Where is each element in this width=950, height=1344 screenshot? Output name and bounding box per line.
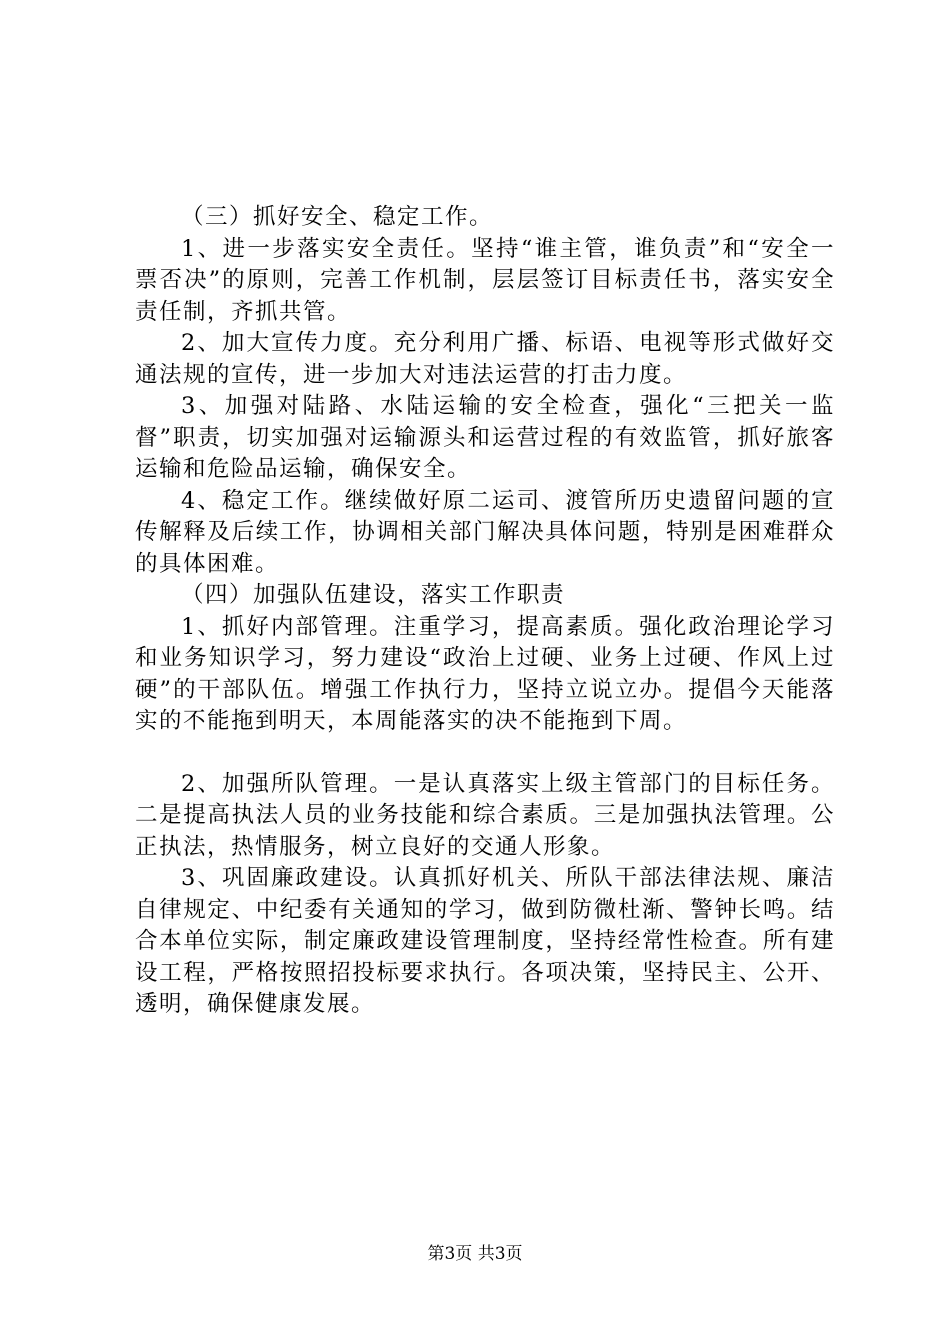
- section-heading-four: （四）加强队伍建设，落实工作职责: [181, 582, 566, 608]
- paragraph: 3、加强对陆路、水陆运输的安全检查，强化“三把关一监督”职责，切实加强对运输源头和运营过程的有效监管，抓好旅客运输和危险品运输，确保安全。: [135, 393, 835, 482]
- document-body: [135, 202, 835, 1021]
- section-heading-three: （三）抓好安全、稳定工作。: [181, 204, 494, 230]
- paragraph: 1、抓好内部管理。注重学习，提高素质。强化政治理论学习和业务知识学习，努力建设“政治上过硬、业务上过硬、作风上过硬”的干部队伍。增强工作执行力，坚持立说立办。提倡今天能落实的不能拖到明天，本周能落实的决不能拖到下周。: [135, 613, 835, 734]
- page-number-label: 第3页 共3页: [427, 1244, 523, 1264]
- paragraph: 2、加大宣传力度。充分利用广播、标语、电视等形式做好交通法规的宣传，进一步加大对违法运营的打击力度。: [135, 330, 835, 388]
- paragraph: 1、进一步落实安全责任。坚持“谁主管，谁负责”和“安全一票否决”的原则，完善工作机制，层层签订目标责任书，落实安全责任制，齐抓共管。: [135, 235, 835, 325]
- paragraph: 4、稳定工作。继续做好原二运司、渡管所历史遗留问题的宣传解释及后续工作，协调相关部门解决具体问题，特别是困难群众的具体困难。: [135, 487, 835, 577]
- paragraph: 2、加强所队管理。一是认真落实上级主管部门的目标任务。二是提高执法人员的业务技能和综合素质。三是加强执法管理。公正执法，热情服务，树立良好的交通人形象。: [135, 770, 835, 860]
- page-footer: [0, 1243, 950, 1265]
- paragraph-gap: [135, 738, 835, 769]
- paragraph: 3、巩固廉政建设。认真抓好机关、所队干部法律法规、廉洁自律规定、中纪委有关通知的学习，做到防微杜渐、警钟长鸣。结合本单位实际，制定廉政建设管理制度，坚持经常性检查。所有建设工程，严格按照招投标要求执行。各项决策，坚持民主、公开、透明，确保健康发展。: [135, 865, 835, 1017]
